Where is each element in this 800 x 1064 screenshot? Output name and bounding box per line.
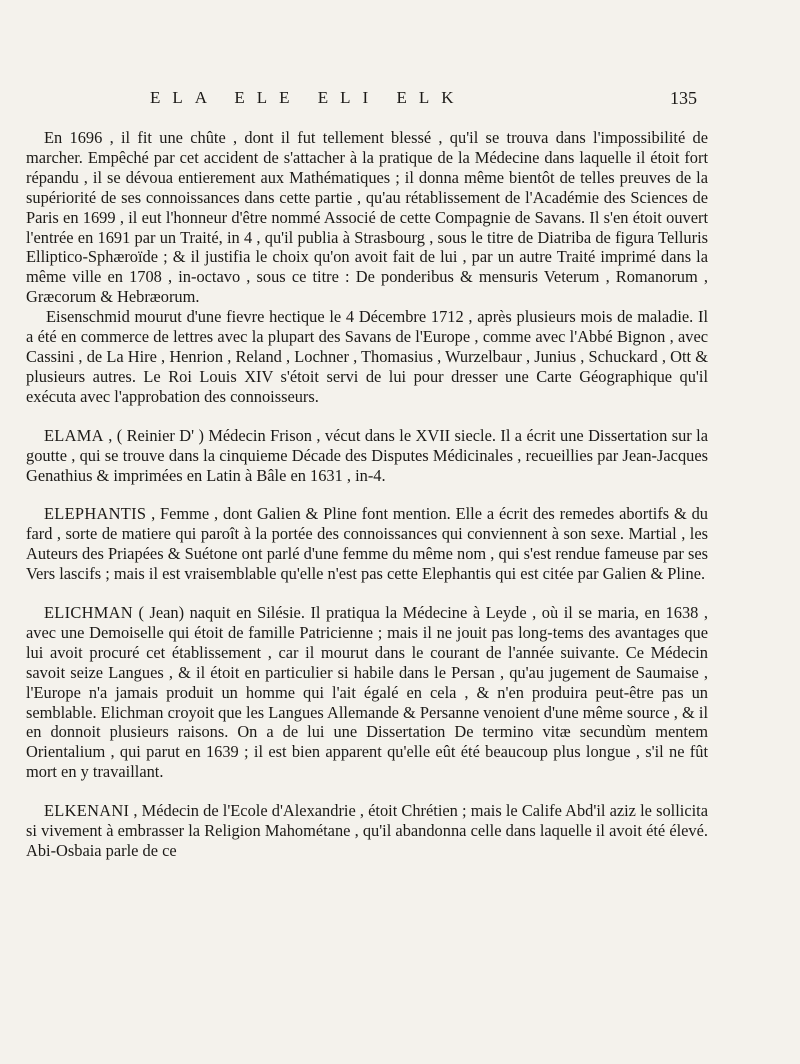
headword: ELICHMAN — [44, 603, 133, 623]
body-text — [26, 128, 708, 861]
entry-text: , Médecin de l'Ecole d'Alexandrie , étoit Chrétien ; mais le Calife Abd'il aziz le sollicita si vivement à embrasser la Religion Mahométane , qu'il abandonna celle dans laquelle il avoit été élevé. Abi-Osbaia parle de ce — [26, 801, 708, 860]
entry-text: , Femme , dont Galien & Pline font mention. Elle a écrit des remedes abortifs & du fard , sorte de matiere qui paroît à la portée des connoissances qui conviennent à son sexe. Martial , les Auteurs des Priapées & Suétone ont parlé d'une femme du même nom , qui s'est rendue fameuse par ses Vers lascifs ; mais il est vraisemblable qu'elle n'est pas cette Elephantis qui est citée par Galien & Pline. — [26, 504, 708, 584]
page-number: 135 — [670, 88, 697, 108]
paragraph — [26, 504, 708, 584]
entry-text: , ( Reinier D' ) Médecin Frison , vécut dans le XVII siecle. Il a écrit une Dissertation sur la goutte , qui se trouve dans la cinquieme Décade des Disputes Médicinales , recueillies par Jean-Jacques Genathius & imprimées en Latin à Bâle en 1631 , in-4. — [26, 425, 708, 485]
entry-eisenschmid-continued — [26, 128, 708, 407]
running-head: ELA ELE ELI ELK — [150, 88, 466, 107]
paragraph — [26, 426, 708, 486]
paragraph: Eisenschmid mourut d'une fievre hectique le 4 Décembre 1712 , après plusieurs mois de maladie. Il a été en commerce de lettres avec la plupart des Savans de l'Europe , comme avec l'Abbé Bignon , avec Cassini , de La Hire , Henrion , Reland , Lochner , Thomasius , Wurzelbaur , Junius , Schuckard , Ott & plusieurs autres. Le Roi Louis XIV s'étoit servi de lui pour dresser une Carte Géographique qu'il exécuta avec l'approbation des connoisseurs. — [26, 307, 708, 406]
entry-elama — [26, 426, 708, 486]
entry-elephantis — [26, 504, 708, 584]
entry-elichman — [26, 603, 708, 782]
headword: ELAMA — [44, 425, 104, 445]
entry-text: ( Jean) naquit en Silésie. Il pratiqua la Médecine à Leyde , où il se maria, en 1638 , avec une Demoiselle qui étoit de famille Patricienne ; mais il ne jouit pas long-tems des avantages que lui avoit procuré cet établissement , car il mourut dans le courant de l'année suivante. Ce Médecin savoit seize Langues , & il étoit en particulier si habile dans le Persan , qu'au jugement de Saumaise , l'Europe n'a jamais produit un homme qui l'ait égalé en cela , & n'en produira peut-être pas un semblable. Elichman croyoit que les Langues Allemande & Persanne venoient d'une même source , & il en donnoit plusieurs raisons. On a de lui une Dissertation De termino vitæ secundùm mentem Orientalium , qui parut en 1639 ; il est bien apparent qu'elle eût été beaucoup plus longue , s'il ne fût mort en y travaillant. — [26, 603, 708, 782]
headword: ELKENANI — [44, 801, 130, 821]
paragraph: En 1696 , il fit une chûte , dont il fut tellement blessé , qu'il se trouva dans l'impossibilité de marcher. Empêché par cet accident de s'attacher à la pratique de la Médecine dans laquelle il étoit fort répandu , il se dévoua entierement aux Mathématiques ; il donna même bientôt de telles preuves de la supériorité de ses connoissances dans cette partie , qu'au rétablissement de l'Académie des Sciences de Paris en 1699 , il eut l'honneur d'être nommé Associé de cette Compagnie de Savans. Il s'en étoit ouvert l'entrée en 1691 par un Traité, in 4 , qu'il publia à Strasbourg , sous le titre de Diatriba de figura Telluris Elliptico-Sphæroïde ; & il justifia le choix qu'on avoit fait de lui , par un autre Traité imprimé dans la même ville en 1708 , in-octavo , sous ce titre : De ponderibus & mensuris Veterum , Romanorum , Græcorum & Hebræorum. — [26, 128, 708, 307]
paragraph — [26, 801, 708, 861]
headword: ELEPHANTIS — [44, 504, 147, 524]
entry-elkenani — [26, 801, 708, 861]
paragraph — [26, 603, 708, 782]
